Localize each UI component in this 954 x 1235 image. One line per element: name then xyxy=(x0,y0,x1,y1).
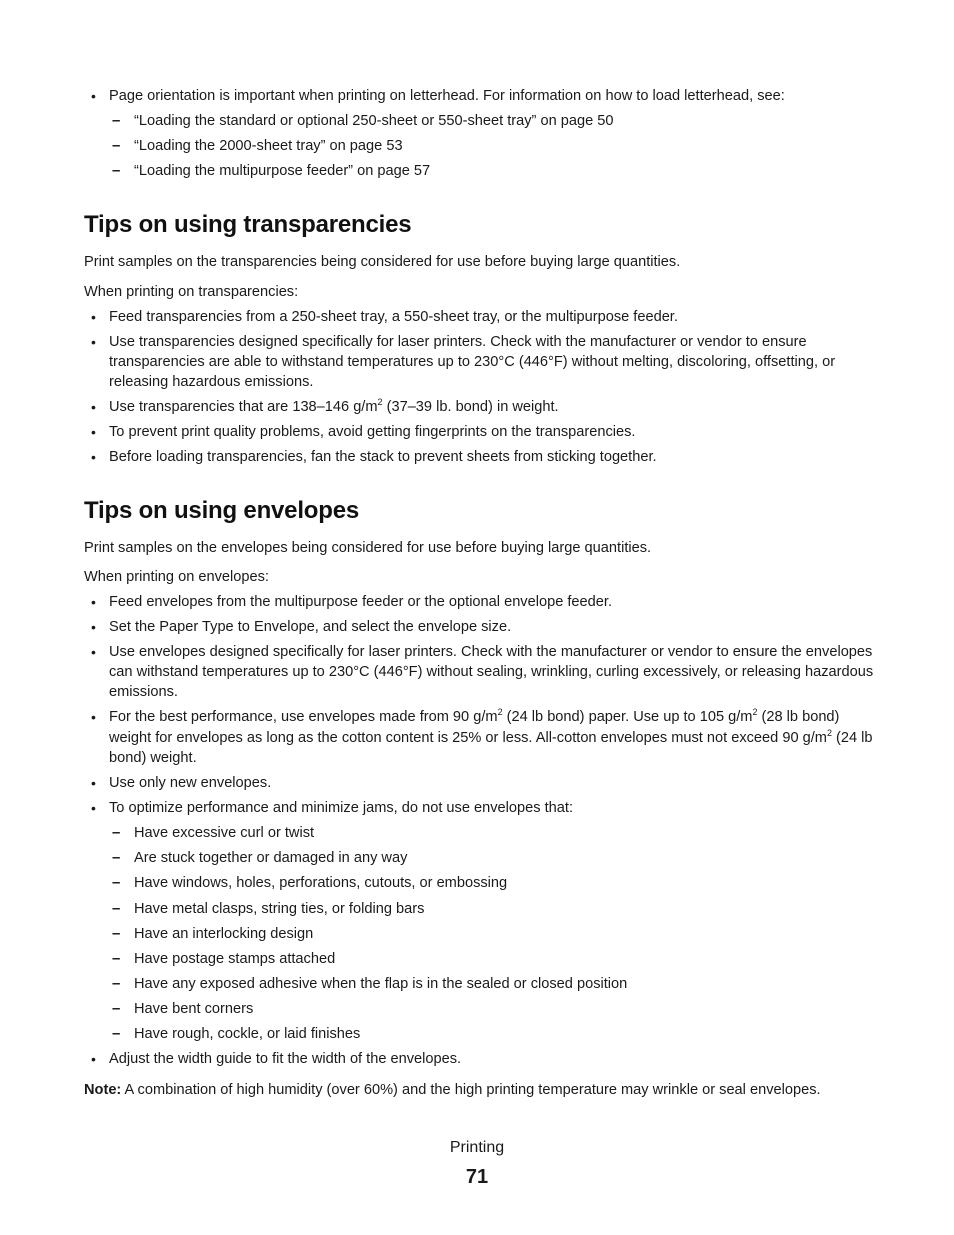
bullet-marker: • xyxy=(91,619,96,635)
footer-section-label: Printing xyxy=(449,1139,505,1156)
transparencies-bullet-3: Use transparencies that are 138–146 $g/m^2$ (37–39 lb. bond) in weight. xyxy=(109,397,559,415)
envelopes-bullet-5: Use only new envelopes. xyxy=(109,775,272,791)
envelope-avoid-item: Are stuck together or damaged in any way xyxy=(134,850,408,866)
envelope-avoid-item: Have windows, holes, perforations, cutouts, or embossing xyxy=(134,875,508,891)
dash-marker: – xyxy=(112,925,121,942)
envelope-avoid-item: Have rough, cockle, or laid finishes xyxy=(134,1026,361,1042)
envelope-avoid-item: Have an interlocking design xyxy=(134,926,314,942)
transparencies-lead-in: When printing on transparencies: xyxy=(84,284,299,300)
bullet-marker: • xyxy=(91,424,96,440)
envelope-avoid-item: Have metal clasps, string ties, or folding bars xyxy=(134,901,425,917)
envelope-avoid-item: Have bent corners xyxy=(134,1001,254,1017)
page-number: 71 xyxy=(465,1166,489,1188)
bullet-marker: • xyxy=(91,1051,96,1067)
transparencies-intro: Print samples on the transparencies being considered for use before buying large quantities. xyxy=(84,254,681,270)
dash-marker: – xyxy=(112,874,121,891)
transparencies-bullet-5: Before loading transparencies, fan the stack to prevent sheets from sticking together. xyxy=(109,449,657,465)
transparencies-heading: Tips on using transparencies xyxy=(84,211,412,238)
note-label: Note: xyxy=(84,1082,122,1098)
envelopes-bullet-6: To optimize performance and minimize jams, do not use envelopes that: xyxy=(109,800,573,816)
envelopes-intro: Print samples on the envelopes being considered for use before buying large quantities. xyxy=(84,540,652,556)
envelopes-lead-in: When printing on envelopes: xyxy=(84,569,269,585)
bullet-marker: • xyxy=(91,309,96,325)
dash-marker: – xyxy=(112,849,121,866)
envelopes-bullet-3: Use envelopes designed specifically for laser printers. Check with the manufacturer or vendor to ensure the envelopes can withstand temperatures up to 230°C (446°F) without sealing, wrinkling, curling excessively, or releasing hazardous emissions. xyxy=(109,644,874,700)
letterhead-ref-1: “Loading the standard or optional 250-sheet or 550-sheet tray” on page 50 xyxy=(134,113,614,129)
transparencies-bullet-1: Feed transparencies from a 250-sheet tray, a 550-sheet tray, or the multipurpose feeder. xyxy=(109,309,678,325)
envelopes-bullet-7: Adjust the width guide to fit the width of the envelopes. xyxy=(109,1051,462,1067)
envelopes-bullet-2: Set the Paper Type to Envelope, and select the envelope size. xyxy=(109,619,512,635)
envelopes-bullet-4: For the best performance, use envelopes made from 90 $g/m^2$ (24 lb bond) paper. Use up to 105 $g/m^2$ (28 lb bond) weight for envelopes as long as the cotton content is 25% or less. All-cotton envelopes must not exceed 90 $g/m^2$ (24 lb bond) weight. xyxy=(109,707,873,766)
dash-marker: – xyxy=(112,950,121,967)
dash-marker: – xyxy=(112,137,121,154)
letterhead-bullet-text: Page orientation is important when printing on letterhead. For information on how to load letterhead, see: xyxy=(109,88,785,104)
dash-marker: – xyxy=(112,1025,121,1042)
letterhead-ref-3: “Loading the multipurpose feeder” on page 57 xyxy=(134,163,431,179)
transparencies-bullet-4: To prevent print quality problems, avoid getting fingerprints on the transparencies. xyxy=(109,424,636,440)
dash-marker: – xyxy=(112,112,121,129)
bullet-marker: • xyxy=(91,88,96,104)
envelope-avoid-item: Have excessive curl or twist xyxy=(134,825,315,841)
bullet-marker: • xyxy=(91,594,96,610)
bullet-marker: • xyxy=(91,775,96,791)
dash-marker: – xyxy=(112,900,121,917)
note-paragraph xyxy=(84,1080,821,1100)
bullet-marker: • xyxy=(91,644,96,660)
envelopes-heading: Tips on using envelopes xyxy=(84,497,360,524)
dash-marker: – xyxy=(112,162,121,179)
bullet-marker: • xyxy=(91,709,96,725)
dash-marker: – xyxy=(112,975,121,992)
dash-marker: – xyxy=(112,824,121,841)
envelope-avoid-item: Have any exposed adhesive when the flap is in the sealed or closed position xyxy=(134,976,628,992)
envelope-avoid-item: Have postage stamps attached xyxy=(134,951,336,967)
note-text: A combination of high humidity (over 60%) and the high printing temperature may wrinkle or seal envelopes. xyxy=(121,1082,821,1098)
transparencies-bullet-2: Use transparencies designed specifically for laser printers. Check with the manufacturer or vendor to ensure transparencies are able to withstand temperatures up to 230°C (446°F) without melting, discoloring, offsetting, or releasing hazardous emissions. xyxy=(109,334,836,390)
bullet-marker: • xyxy=(91,800,96,816)
bullet-marker: • xyxy=(91,449,96,465)
bullet-marker: • xyxy=(91,334,96,350)
dash-marker: – xyxy=(112,1000,121,1017)
letterhead-ref-2: “Loading the 2000-sheet tray” on page 53 xyxy=(134,138,403,154)
envelopes-bullet-1: Feed envelopes from the multipurpose feeder or the optional envelope feeder. xyxy=(109,594,612,610)
bullet-marker: • xyxy=(91,399,96,415)
